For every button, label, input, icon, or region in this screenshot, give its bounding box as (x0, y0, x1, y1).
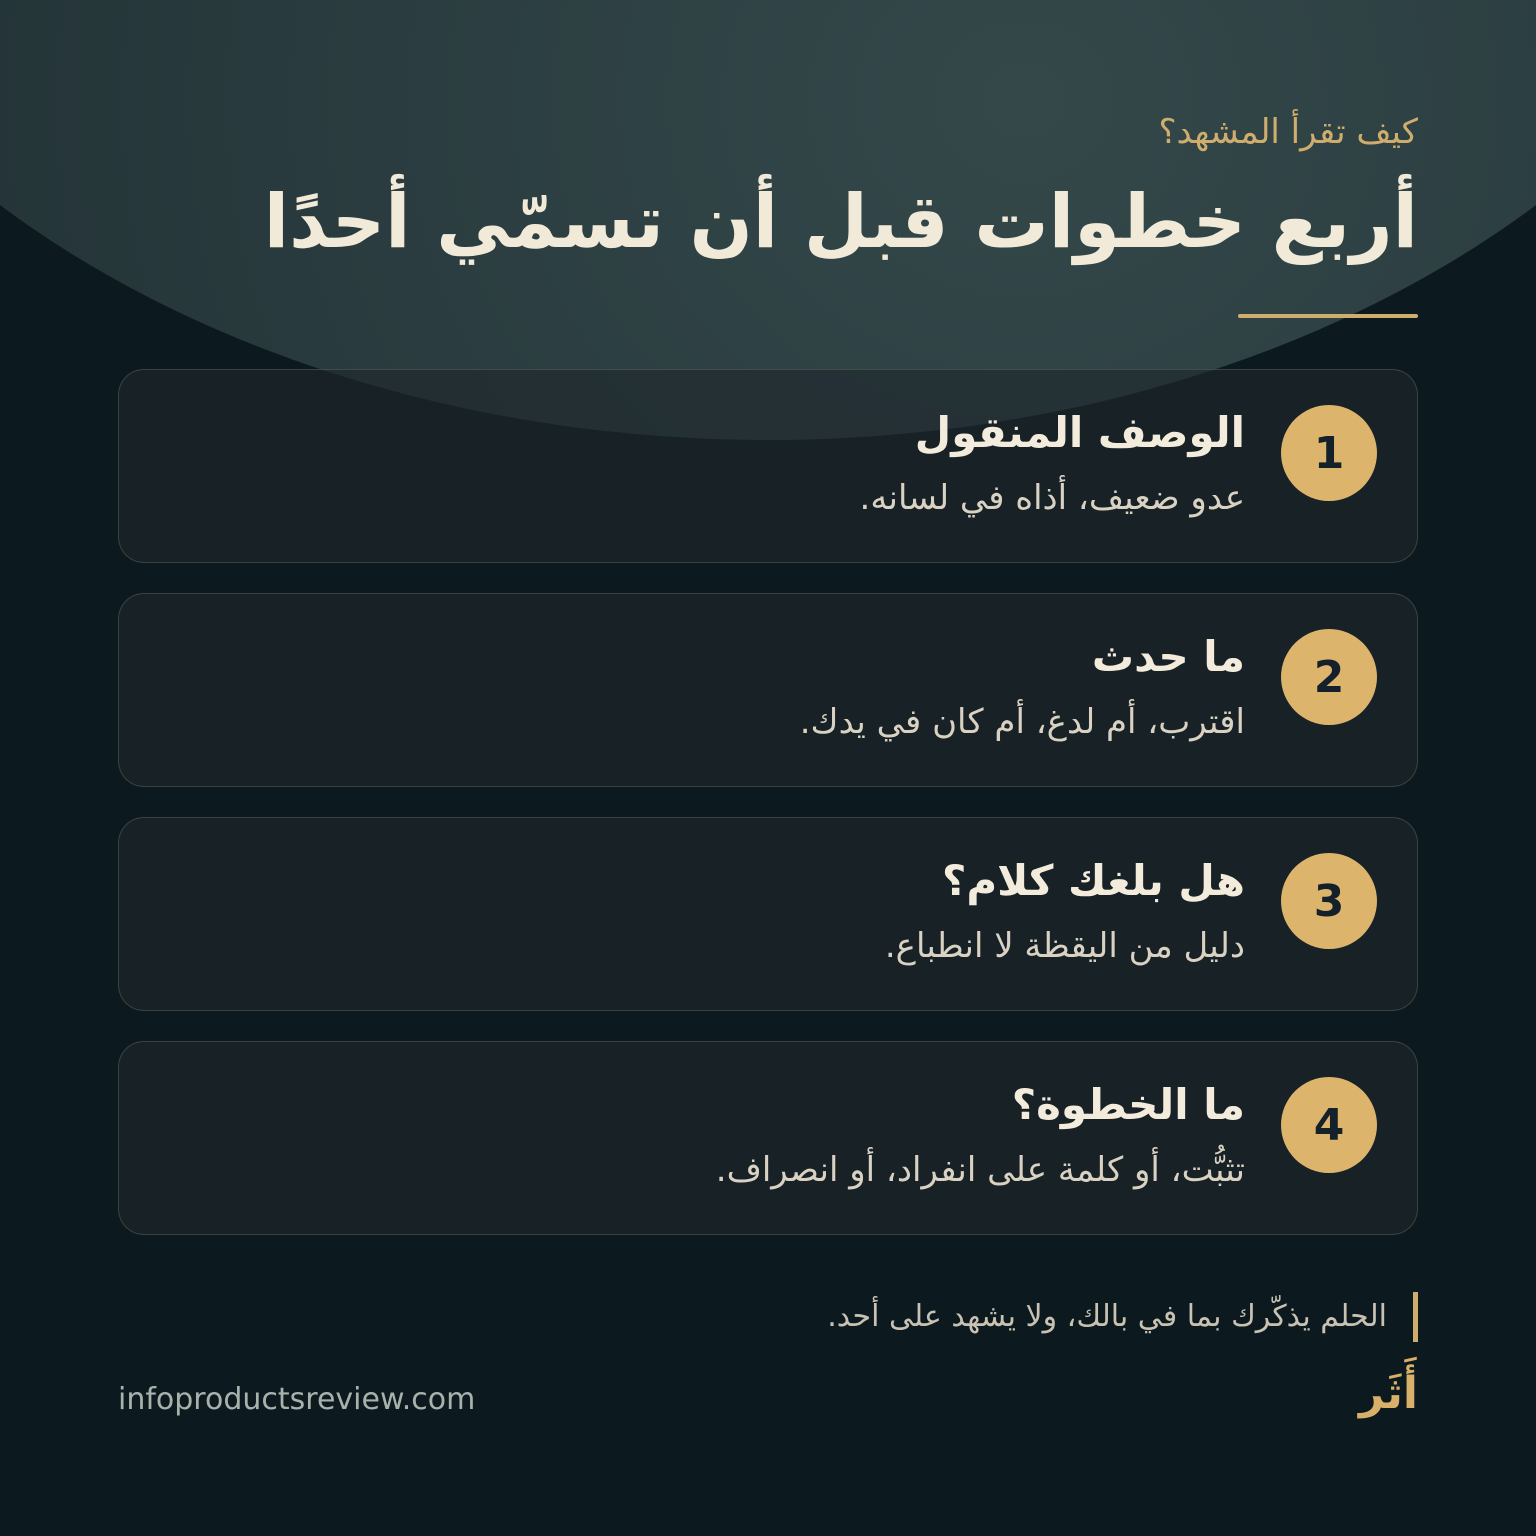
step-number-badge: 1 (1281, 405, 1377, 501)
footer-quote: الحلم يذكّرك بما في بالك، ولا يشهد على أحد. (827, 1292, 1418, 1342)
step-description: عدو ضعيف، أذاه في لسانه. (859, 478, 1245, 518)
step-title: ما الخطوة؟ (1011, 1080, 1245, 1129)
step-title: هل بلغك كلام؟ (941, 856, 1245, 905)
site-url: infoproductsreview.com (118, 1382, 476, 1417)
step-description: اقترب، أم لدغ، أم كان في يدك. (799, 702, 1245, 742)
step-description: دليل من اليقظة لا انطباع. (884, 926, 1245, 966)
step-number-badge: 4 (1281, 1077, 1377, 1173)
step-number-badge: 3 (1281, 853, 1377, 949)
step-card-3 (118, 817, 1418, 1011)
step-number-badge: 2 (1281, 629, 1377, 725)
step-description: تثبُّت، أو كلمة على انفراد، أو انصراف. (715, 1150, 1245, 1190)
step-card-2 (118, 593, 1418, 787)
brand-logo: أَثَر (1359, 1368, 1418, 1419)
step-card-4 (118, 1041, 1418, 1235)
step-card-1 (118, 369, 1418, 563)
step-title: الوصف المنقول (914, 408, 1245, 457)
step-title: ما حدث (1091, 632, 1245, 681)
title-underline (1238, 314, 1418, 318)
steps-list (118, 369, 1418, 1265)
page-title: أربع خطوات قبل أن تسمّي أحدًا (263, 179, 1418, 265)
header-kicker: كيف تقرأ المشهد؟ (1158, 112, 1418, 152)
